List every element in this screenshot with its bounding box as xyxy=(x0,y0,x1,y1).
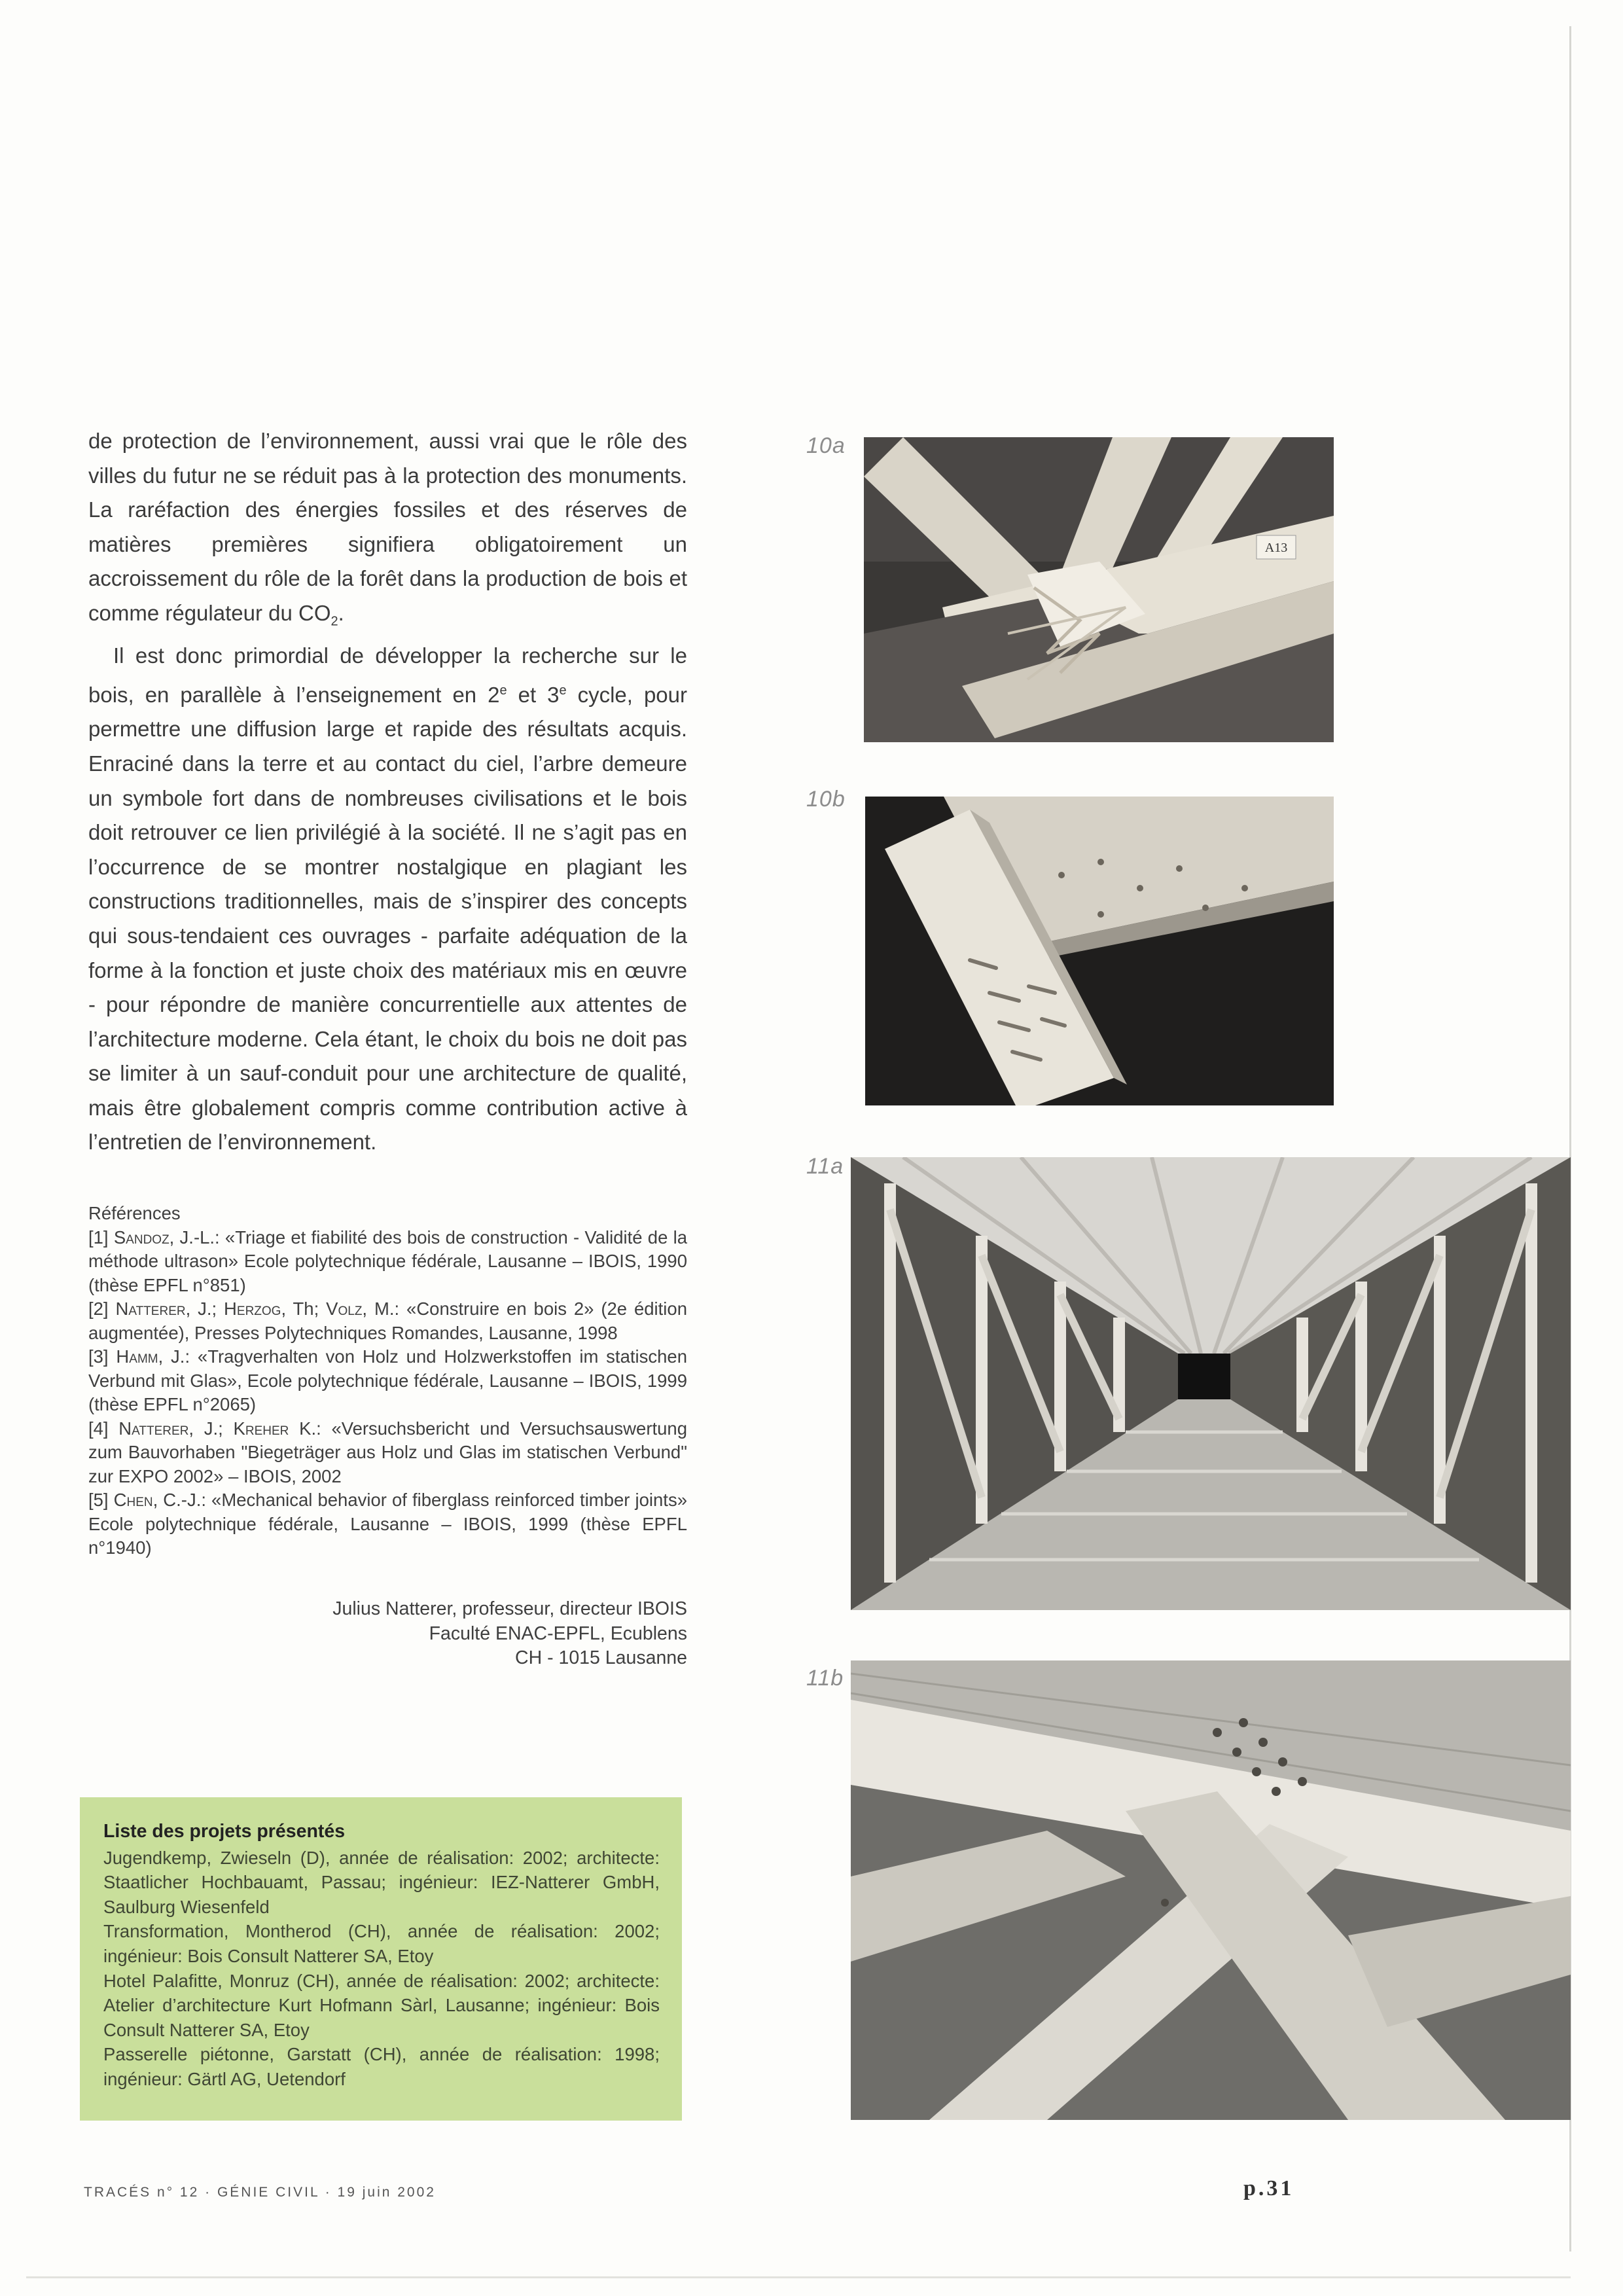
photo-10a-broken-joint xyxy=(864,437,1334,742)
article-body xyxy=(88,424,687,1160)
references xyxy=(88,1202,687,1560)
project-item: Hotel Palafitte, Monruz (CH), année de réalisation: 2002; architecte: Atelier d’architecture Kurt Hofmann Sàrl, Lausanne; ingénieur: Bois Consult Natterer SA, Etoy xyxy=(103,1970,660,2040)
figure-label-10a: 10a xyxy=(806,433,846,458)
figure-label-11a: 11a xyxy=(806,1154,844,1179)
photo-10b-doweled-connection xyxy=(865,797,1334,1105)
project-list-box xyxy=(80,1797,682,2121)
paragraph-1: de protection de l’environnement, aussi vrai que le rôle des villes du futur ne se réduit pas à la protection des monuments. La raréfaction des énergies fossiles et des réserves de matières premières signifiera obligatoirement un accroissement du rôle de la forêt dans la production de bois et comme régulateur du $CO_2$. xyxy=(88,429,687,629)
signature-line: Faculté ENAC-EPFL, Ecublens xyxy=(429,1623,687,1644)
page-bottom-edge xyxy=(26,2276,1571,2278)
photo-11a-footbridge-interior xyxy=(851,1157,1571,1610)
references-heading: Références xyxy=(88,1203,181,1223)
photo-11b-timber-bracing xyxy=(851,1660,1571,2120)
paragraph-2: Il est donc primordial de développer la recherche sur le bois, en parallèle à l’enseignement en 2e et 3e cycle, pour permettre une diffusion large et rapide des résultats acquis. Enraciné dans la terre et au contact du ciel, l’arbre demeure un symbole fort dans de nombreuses civilisations et le bois doit retrouver ce lien privilégié à la société. Il ne s’agit pas en l’occurrence de se montrer nostalgique en plagiant les constructions traditionnelles, mais de s’inspirer des concepts qui sous-tendaient ces ouvrages - parfaite adéquation de la forme à la fonction et juste choix des matériaux mis en œuvre - pour répondre de manière concurrentielle aux attentes de l’architecture moderne. Cela étant, le choix du bois ne doit pas se limiter à un sauf-conduit pour une architecture de qualité, mais être globalement compris comme contribution active à l’entretien de l’environnement. xyxy=(88,643,687,1155)
signature-line: Julius Natterer, professeur, directeur IBOIS xyxy=(332,1598,687,1619)
reference-item: [4] Natterer, J.; Kreher K.: «Versuchsbericht und Versuchsauswertung zum Bauvorhaben "Biegeträger aus Holz und Glas im statischen Verbund" zur EXPO 2002» – IBOIS, 2002 xyxy=(88,1418,687,1486)
project-item: Transformation, Montherod (CH), année de réalisation: 2002; ingénieur: Bois Consult Natterer SA, Etoy xyxy=(103,1921,660,1966)
project-list-title: Liste des projets présentés xyxy=(103,1821,346,1842)
project-item: Passerelle piétonne, Garstatt (CH), année de réalisation: 1998; ingénieur: Gärtl AG, Uetendorf xyxy=(103,2044,660,2089)
reference-item: [3] Hamm, J.: «Tragverhalten von Holz und Holzwerkstoffen im statischen Verbund mit Glas», Ecole polytechnique fédérale, Lausanne – IBOIS, 1999 (thèse EPFL n°2065) xyxy=(88,1346,687,1414)
page-number: p.31 xyxy=(1243,2176,1294,2200)
signature-line: CH - 1015 Lausanne xyxy=(514,1647,687,1668)
reference-item: [2] Natterer, J.; Herzog, Th; Volz, M.: «Construire en bois 2» (2e édition augmentée), Presses Polytechniques Romandes, Lausanne, 1998 xyxy=(88,1299,688,1343)
photo-label-a13: A13 xyxy=(1264,541,1288,555)
footer-publication: TRACÉS n° 12 · GÉNIE CIVIL · 19 juin 2002 xyxy=(84,2185,436,2200)
author-signature xyxy=(196,1597,687,1671)
figure-label-11b: 11b xyxy=(806,1666,844,1691)
project-item: Jugendkemp, Zwieseln (D), année de réalisation: 2002; architecte: Staatlicher Hochbauamt, Passau; ingénieur: IEZ-Natterer GmbH, Saulburg Wiesenfeld xyxy=(103,1847,660,1917)
reference-item: [1] Sandoz, J.-L.: «Triage et fiabilité des bois de construction - Validité de la méthode ultrason» Ecole polytechnique fédérale, Lausanne – IBOIS, 1990 (thèse EPFL n°851) xyxy=(88,1227,688,1295)
figure-label-10b: 10b xyxy=(806,787,846,812)
reference-item: [5] Chen, C.-J.: «Mechanical behavior of fiberglass reinforced timber joints» Ecole polytechnique fédérale, Lausanne – IBOIS, 1999 (thèse EPFL n°1940) xyxy=(88,1490,687,1558)
